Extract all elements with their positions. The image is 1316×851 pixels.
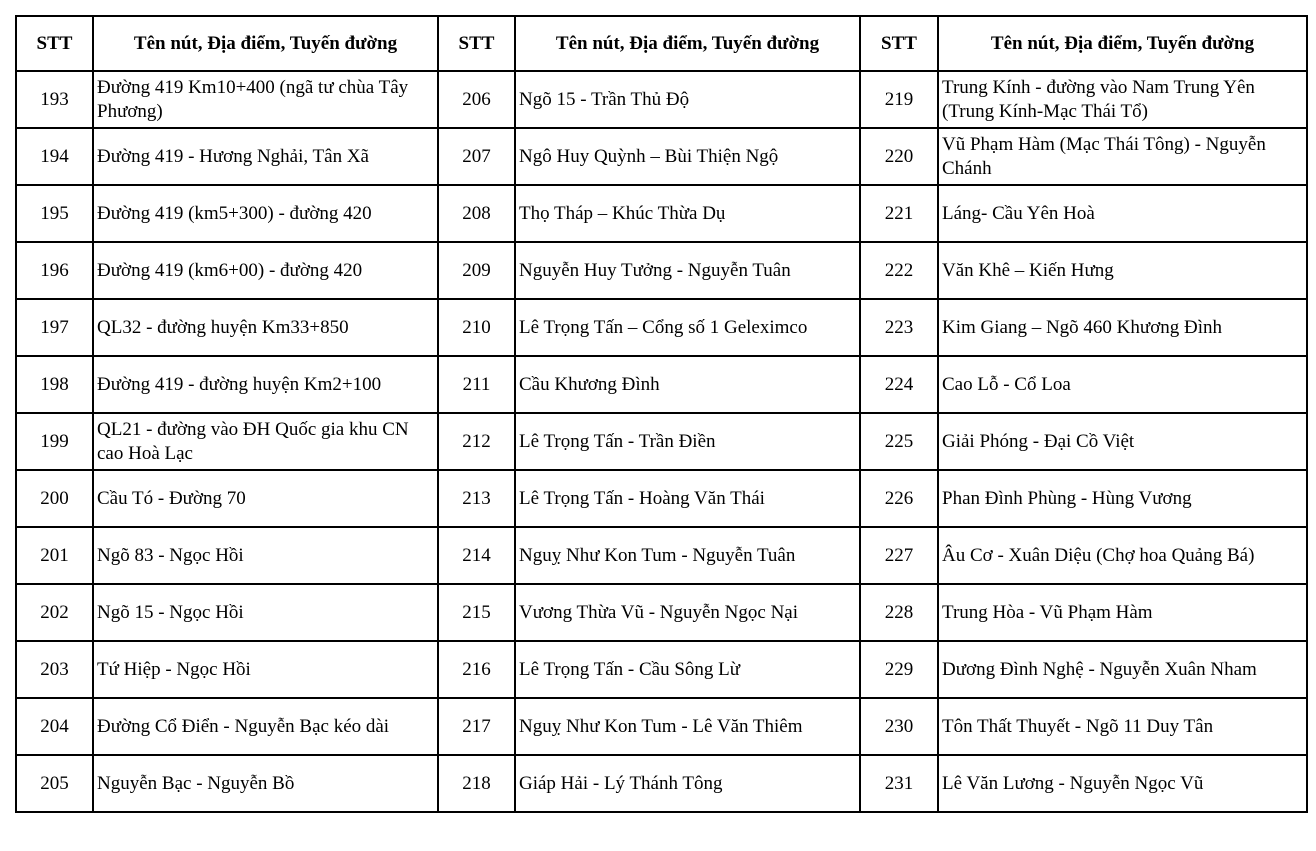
stt-cell: 216 xyxy=(438,641,515,698)
stt-cell: 231 xyxy=(860,755,938,812)
location-cell: Dương Đình Nghệ - Nguyễn Xuân Nham xyxy=(938,641,1307,698)
location-cell: Giải Phóng - Đại Cồ Việt xyxy=(938,413,1307,470)
stt-cell: 197 xyxy=(16,299,93,356)
location-cell: Cầu Khương Đình xyxy=(515,356,860,413)
header-location: Tên nút, Địa điểm, Tuyến đường xyxy=(515,16,860,71)
location-cell: Nguỵ Như Kon Tum - Nguyễn Tuân xyxy=(515,527,860,584)
table-row xyxy=(16,71,1307,128)
location-cell: Đường 419 - Hương Nghải, Tân Xã xyxy=(93,128,438,185)
stt-cell: 202 xyxy=(16,584,93,641)
location-cell: Lê Trọng Tấn – Cổng số 1 Geleximco xyxy=(515,299,860,356)
location-cell: Lê Trọng Tấn - Hoàng Văn Thái xyxy=(515,470,860,527)
stt-cell: 224 xyxy=(860,356,938,413)
stt-cell: 195 xyxy=(16,185,93,242)
table-row xyxy=(16,356,1307,413)
location-cell: Tôn Thất Thuyết - Ngõ 11 Duy Tân xyxy=(938,698,1307,755)
location-cell: Lê Văn Lương - Nguyễn Ngọc Vũ xyxy=(938,755,1307,812)
location-cell: Ngô Huy Quỳnh – Bùi Thiện Ngộ xyxy=(515,128,860,185)
stt-cell: 219 xyxy=(860,71,938,128)
table-row xyxy=(16,299,1307,356)
intersection-list-table xyxy=(15,15,1308,813)
location-cell: Đường 419 (km6+00) - đường 420 xyxy=(93,242,438,299)
stt-cell: 209 xyxy=(438,242,515,299)
table-row xyxy=(16,527,1307,584)
table-row xyxy=(16,755,1307,812)
location-cell: Giáp Hải - Lý Thánh Tông xyxy=(515,755,860,812)
location-cell: Láng- Cầu Yên Hoà xyxy=(938,185,1307,242)
table-row xyxy=(16,128,1307,185)
location-cell: Đường 419 (km5+300) - đường 420 xyxy=(93,185,438,242)
header-stt: STT xyxy=(16,16,93,71)
location-cell: Nguỵ Như Kon Tum - Lê Văn Thiêm xyxy=(515,698,860,755)
stt-cell: 206 xyxy=(438,71,515,128)
location-cell: Vũ Phạm Hàm (Mạc Thái Tông) - Nguyễn Chánh xyxy=(938,128,1307,185)
location-cell: Lê Trọng Tấn - Trần Điền xyxy=(515,413,860,470)
location-cell: QL21 - đường vào ĐH Quốc gia khu CN cao Hoà Lạc xyxy=(93,413,438,470)
stt-cell: 211 xyxy=(438,356,515,413)
table-row xyxy=(16,413,1307,470)
stt-cell: 215 xyxy=(438,584,515,641)
table-row xyxy=(16,641,1307,698)
header-location: Tên nút, Địa điểm, Tuyến đường xyxy=(93,16,438,71)
location-cell: Ngõ 15 - Ngọc Hồi xyxy=(93,584,438,641)
table-row xyxy=(16,698,1307,755)
header-location: Tên nút, Địa điểm, Tuyến đường xyxy=(938,16,1307,71)
location-cell: Nguyễn Bạc - Nguyễn Bồ xyxy=(93,755,438,812)
location-cell: Kim Giang – Ngõ 460 Khương Đình xyxy=(938,299,1307,356)
location-cell: Đường Cổ Điển - Nguyễn Bạc kéo dài xyxy=(93,698,438,755)
location-cell: Ngõ 15 - Trần Thủ Độ xyxy=(515,71,860,128)
stt-cell: 228 xyxy=(860,584,938,641)
stt-cell: 207 xyxy=(438,128,515,185)
location-cell: Nguyễn Huy Tưởng - Nguyễn Tuân xyxy=(515,242,860,299)
stt-cell: 218 xyxy=(438,755,515,812)
stt-cell: 213 xyxy=(438,470,515,527)
location-cell: Âu Cơ - Xuân Diệu (Chợ hoa Quảng Bá) xyxy=(938,527,1307,584)
stt-cell: 226 xyxy=(860,470,938,527)
table-row xyxy=(16,584,1307,641)
header-stt: STT xyxy=(438,16,515,71)
location-cell: Đường 419 Km10+400 (ngã tư chùa Tây Phương) xyxy=(93,71,438,128)
table-row xyxy=(16,185,1307,242)
location-cell: Trung Kính - đường vào Nam Trung Yên (Trung Kính-Mạc Thái Tổ) xyxy=(938,71,1307,128)
stt-cell: 220 xyxy=(860,128,938,185)
stt-cell: 196 xyxy=(16,242,93,299)
stt-cell: 229 xyxy=(860,641,938,698)
location-cell: Văn Khê – Kiến Hưng xyxy=(938,242,1307,299)
stt-cell: 210 xyxy=(438,299,515,356)
location-cell: Ngõ 83 - Ngọc Hồi xyxy=(93,527,438,584)
table-row xyxy=(16,242,1307,299)
stt-cell: 221 xyxy=(860,185,938,242)
stt-cell: 212 xyxy=(438,413,515,470)
table-header-row xyxy=(16,16,1307,71)
stt-cell: 214 xyxy=(438,527,515,584)
stt-cell: 227 xyxy=(860,527,938,584)
stt-cell: 194 xyxy=(16,128,93,185)
stt-cell: 204 xyxy=(16,698,93,755)
location-cell: Thọ Tháp – Khúc Thừa Dụ xyxy=(515,185,860,242)
stt-cell: 223 xyxy=(860,299,938,356)
stt-cell: 193 xyxy=(16,71,93,128)
stt-cell: 225 xyxy=(860,413,938,470)
table-row xyxy=(16,470,1307,527)
stt-cell: 203 xyxy=(16,641,93,698)
stt-cell: 198 xyxy=(16,356,93,413)
stt-cell: 200 xyxy=(16,470,93,527)
location-cell: Đường 419 - đường huyện Km2+100 xyxy=(93,356,438,413)
location-cell: Phan Đình Phùng - Hùng Vương xyxy=(938,470,1307,527)
location-cell: QL32 - đường huyện Km33+850 xyxy=(93,299,438,356)
location-cell: Tứ Hiệp - Ngọc Hồi xyxy=(93,641,438,698)
location-cell: Lê Trọng Tấn - Cầu Sông Lừ xyxy=(515,641,860,698)
stt-cell: 201 xyxy=(16,527,93,584)
stt-cell: 222 xyxy=(860,242,938,299)
location-cell: Vương Thừa Vũ - Nguyễn Ngọc Nại xyxy=(515,584,860,641)
stt-cell: 217 xyxy=(438,698,515,755)
stt-cell: 205 xyxy=(16,755,93,812)
stt-cell: 230 xyxy=(860,698,938,755)
location-cell: Trung Hòa - Vũ Phạm Hàm xyxy=(938,584,1307,641)
stt-cell: 208 xyxy=(438,185,515,242)
header-stt: STT xyxy=(860,16,938,71)
stt-cell: 199 xyxy=(16,413,93,470)
location-cell: Cầu Tó - Đường 70 xyxy=(93,470,438,527)
location-cell: Cao Lỗ - Cổ Loa xyxy=(938,356,1307,413)
table-body xyxy=(16,71,1307,812)
